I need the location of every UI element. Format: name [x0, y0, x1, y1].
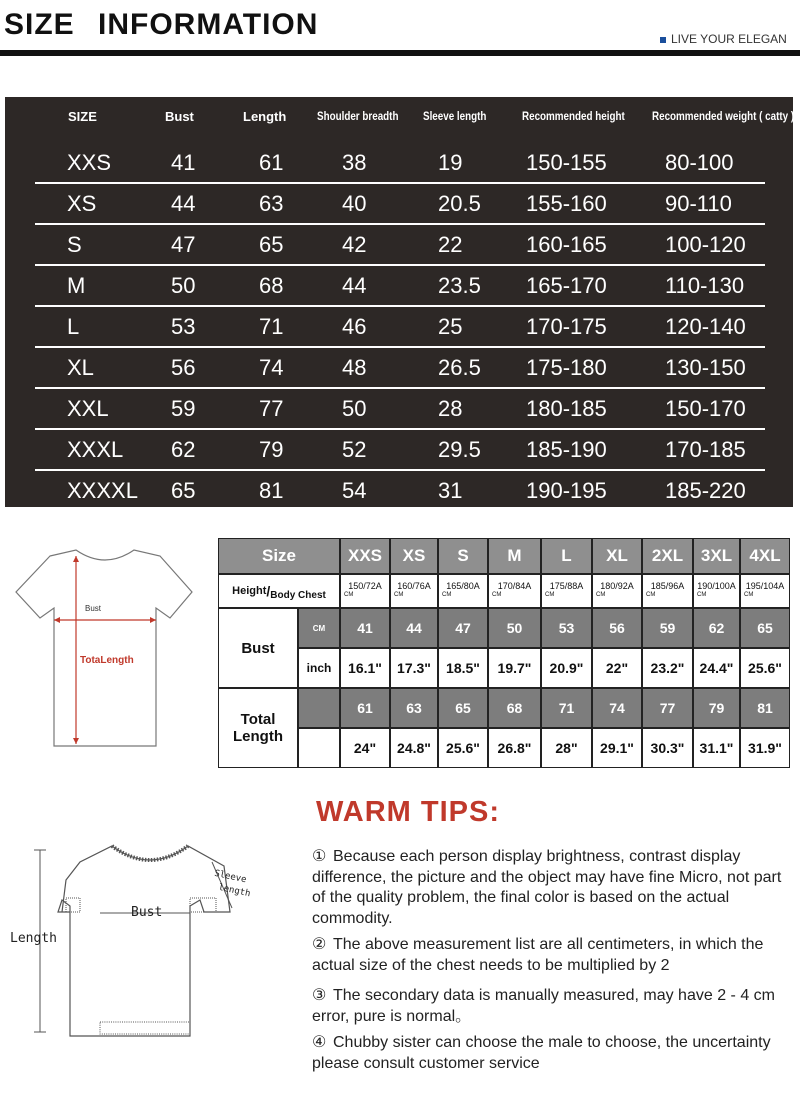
table-cell: 120-140 [665, 314, 746, 339]
size-column-header: L [541, 538, 592, 574]
length-inch-cell: 30.3" [642, 728, 693, 768]
table-cell: 48 [342, 355, 367, 380]
cm-unit: CM [545, 592, 555, 598]
table-header-row [5, 97, 793, 135]
table-cell: 170-185 [665, 437, 746, 462]
diagram-length-label: Length [10, 931, 57, 946]
table-row [5, 347, 793, 388]
table-cell: 22 [438, 232, 463, 257]
length-inch-cell: 31.1" [693, 728, 740, 768]
height-chest-value: 175/88A [549, 581, 584, 591]
table-cell: 155-160 [526, 191, 607, 216]
height-chest-cell [541, 574, 592, 608]
table-cell: 80-100 [665, 150, 734, 175]
column-header-sleeve: Sleeve length [423, 109, 487, 123]
table-cell: XXXL [67, 437, 124, 462]
table-cell: 28 [438, 396, 463, 421]
cm-unit: CM [492, 592, 502, 598]
bust-cm-cell: 41 [340, 608, 390, 648]
height-chest-value: 150/72A [348, 581, 382, 591]
diagram-length-label: TotaLength [80, 655, 134, 666]
table-cell: 130-150 [665, 355, 746, 380]
bust-cm-cell: 56 [592, 608, 642, 648]
length-cm-cell: 61 [340, 688, 390, 728]
bust-cm-cell: 44 [390, 608, 438, 648]
tshirt-front-diagram [10, 548, 200, 753]
table-cell: 175-180 [526, 355, 607, 380]
table-cell: 65 [259, 232, 284, 257]
height-chest-value: 185/96A [650, 581, 685, 591]
bust-cm-unit-cell: CM [298, 608, 340, 648]
size-column-header: XS [390, 538, 438, 574]
cm-unit: CM [596, 592, 606, 598]
size-column-header: 3XL [693, 538, 740, 574]
size-header-cell: Size [218, 538, 340, 574]
warm-tips-title: WARM TIPS: [316, 796, 500, 828]
tip-item: ③ The secondary data is manually measured, may have 2 - 4 cm error, pure is normal。 [312, 987, 775, 1025]
height-chest-value: 165/80A [446, 581, 480, 591]
length-inch-cell: 31.9" [740, 728, 790, 768]
height-label: Height [232, 584, 267, 597]
total-length-label-cell [218, 688, 298, 768]
table-row [5, 183, 793, 224]
table-cell: 26.5 [438, 355, 481, 380]
length-inch-cell: 24.8" [390, 728, 438, 768]
table-row [5, 224, 793, 265]
length-cm-cell: 65 [438, 688, 488, 728]
table-cell: 63 [259, 191, 284, 216]
height-chest-cell [340, 574, 390, 608]
table-cell: 81 [259, 478, 284, 503]
header-divider [0, 50, 800, 56]
table-row [5, 470, 793, 511]
square-icon [660, 37, 666, 43]
table-cell: 56 [171, 355, 196, 380]
height-chest-cell [488, 574, 541, 608]
table-cell: 71 [259, 314, 284, 339]
bust-cm-cell: 47 [438, 608, 488, 648]
size-conversion-chart [218, 538, 790, 768]
body-chest-label: Body Chest [270, 589, 326, 601]
table-cell: 46 [342, 314, 367, 339]
table-cell: 165-170 [526, 273, 607, 298]
diagram-sleeve-label: Sleeve [213, 868, 248, 886]
table-cell: XXL [67, 396, 109, 421]
bust-cm-cell: 53 [541, 608, 592, 648]
table-cell: 47 [171, 232, 196, 257]
height-chest-value: 170/84A [497, 581, 532, 591]
table-cell: 62 [171, 437, 196, 462]
table-cell: M [67, 273, 86, 298]
table-cell: 52 [342, 437, 367, 462]
bust-cm-cell: 65 [740, 608, 790, 648]
height-chest-value: 195/104A [745, 581, 785, 591]
cm-unit: CM [646, 592, 656, 598]
cm-unit: CM [394, 592, 404, 598]
bust-label-cell: Bust [218, 608, 298, 688]
table-cell: 65 [171, 478, 196, 503]
table-cell: 38 [342, 150, 367, 175]
table-cell: 100-120 [665, 232, 746, 257]
column-header-weight: Recommended weight ( catty ) [652, 109, 795, 123]
tip-item: ④ Chubby sister can choose the male to choose, the uncertainty please consult customer service [312, 1034, 771, 1072]
size-column-header: M [488, 538, 541, 574]
size-column-header: 4XL [740, 538, 790, 574]
table-cell: 79 [259, 437, 284, 462]
bust-inch-cell: 18.5" [438, 648, 488, 688]
height-chest-cell [693, 574, 740, 608]
table-cell: 50 [342, 396, 367, 421]
tip-item: ① Because each person display brightness, contrast display difference, the picture and the object may have fine Micro, not part of the quality problem, the final color is based on the actual commodity. [312, 848, 782, 927]
bust-inch-cell: 24.4" [693, 648, 740, 688]
table-cell: XL [67, 355, 94, 380]
table-cell: 150-155 [526, 150, 607, 175]
length-inch-cell: 29.1" [592, 728, 642, 768]
table-cell: 25 [438, 314, 463, 339]
height-chest-cell [740, 574, 790, 608]
table-cell: 185-220 [665, 478, 746, 503]
length-cm-cell: 68 [488, 688, 541, 728]
page-title: SIZE INFORMATION [4, 8, 319, 41]
table-cell: 160-165 [526, 232, 607, 257]
size-column-header: 2XL [642, 538, 693, 574]
size-column-header: XXS [340, 538, 390, 574]
length-cm-cell: 77 [642, 688, 693, 728]
length-inch-cell: 25.6" [438, 728, 488, 768]
bust-inch-cell: 16.1" [340, 648, 390, 688]
bust-inch-cell: 22" [592, 648, 642, 688]
column-header-bust: Bust [165, 109, 194, 124]
cm-unit: CM [744, 592, 754, 598]
height-chest-value: 180/92A [600, 581, 634, 591]
table-cell: XXS [67, 150, 112, 175]
height-chest-cell [390, 574, 438, 608]
table-cell: 110-130 [665, 273, 745, 298]
length-cm-cell: 74 [592, 688, 642, 728]
table-cell: S [67, 232, 82, 257]
table-cell: XS [67, 191, 97, 216]
tip-item: ② The above measurement list are all centimeters, in which the actual size of the chest needs to be multiplied by 2 [312, 936, 764, 974]
table-cell: 150-170 [665, 396, 746, 421]
table-cell: 74 [259, 355, 284, 380]
table-cell: 53 [171, 314, 196, 339]
length-inch-cell: 28" [541, 728, 592, 768]
bust-inch-cell: 23.2" [642, 648, 693, 688]
table-cell: XXXXL [67, 478, 138, 503]
bust-inch-cell: 20.9" [541, 648, 592, 688]
height-chest-cell [438, 574, 488, 608]
bust-cm-cell: 62 [693, 608, 740, 648]
tagline [660, 32, 800, 46]
length-cm-cell: 71 [541, 688, 592, 728]
total-label: Total [240, 711, 276, 728]
cm-unit: CM [697, 592, 707, 598]
table-cell: 190-195 [526, 478, 607, 503]
slash-separator: / [266, 582, 271, 599]
bust-inch-cell: 25.6" [740, 648, 790, 688]
length-cm-cell: 79 [693, 688, 740, 728]
diagram-sleeve-label: length [217, 882, 252, 900]
length-cm-unit-cell [298, 688, 340, 728]
table-cell: 42 [342, 232, 367, 257]
table-cell: 61 [259, 150, 284, 175]
table-cell: 19 [438, 150, 463, 175]
table-cell: 68 [259, 273, 284, 298]
table-row [5, 306, 793, 347]
size-column-header: S [438, 538, 488, 574]
table-cell: 90-110 [665, 191, 732, 216]
bust-inch-cell: 17.3" [390, 648, 438, 688]
bust-inch-cell: 19.7" [488, 648, 541, 688]
column-header-height: Recommended height [522, 109, 625, 123]
bust-cm-cell: 50 [488, 608, 541, 648]
cm-unit: CM [344, 592, 354, 598]
table-cell: 29.5 [438, 437, 481, 462]
height-chest-value: 190/100A [697, 581, 736, 591]
table-row [5, 265, 793, 306]
bust-inch-unit-cell: inch [298, 648, 340, 688]
column-header-shoulder: Shoulder breadth [317, 109, 399, 123]
table-cell: 44 [342, 273, 367, 298]
size-column-header: XL [592, 538, 642, 574]
table-row [5, 429, 793, 470]
tagline-text: LIVE YOUR ELEGAN [671, 32, 787, 46]
height-chest-cell [592, 574, 642, 608]
table-row [5, 142, 793, 183]
table-cell: 77 [259, 396, 284, 421]
height-chest-value: 160/76A [397, 581, 431, 591]
table-cell: 185-190 [526, 437, 607, 462]
length-inch-cell: 24" [340, 728, 390, 768]
height-chest-label-cell [218, 574, 340, 608]
cm-unit: CM [442, 592, 452, 598]
table-row [5, 388, 793, 429]
length-label: Length [233, 728, 283, 745]
table-cell: 59 [171, 396, 196, 421]
table-cell: 180-185 [526, 396, 607, 421]
length-inch-cell: 26.8" [488, 728, 541, 768]
length-cm-cell: 63 [390, 688, 438, 728]
table-cell: 170-175 [526, 314, 607, 339]
table-cell: 20.5 [438, 191, 481, 216]
size-information-table [5, 97, 793, 507]
table-cell: 23.5 [438, 273, 481, 298]
table-cell: L [67, 314, 80, 339]
column-header-size: SIZE [68, 109, 97, 124]
table-cell: 44 [171, 191, 196, 216]
length-cm-cell: 81 [740, 688, 790, 728]
table-cell: 41 [171, 150, 196, 175]
table-cell: 31 [438, 478, 463, 503]
bust-cm-cell: 59 [642, 608, 693, 648]
diagram-bust-label: Bust [85, 604, 102, 613]
diagram-bust-label: Bust [131, 905, 163, 920]
table-cell: 50 [171, 273, 196, 298]
column-header-length: Length [243, 109, 287, 124]
height-chest-cell [642, 574, 693, 608]
length-inch-unit-cell [298, 728, 340, 768]
table-cell: 40 [342, 191, 367, 216]
table-cell: 54 [342, 478, 367, 503]
